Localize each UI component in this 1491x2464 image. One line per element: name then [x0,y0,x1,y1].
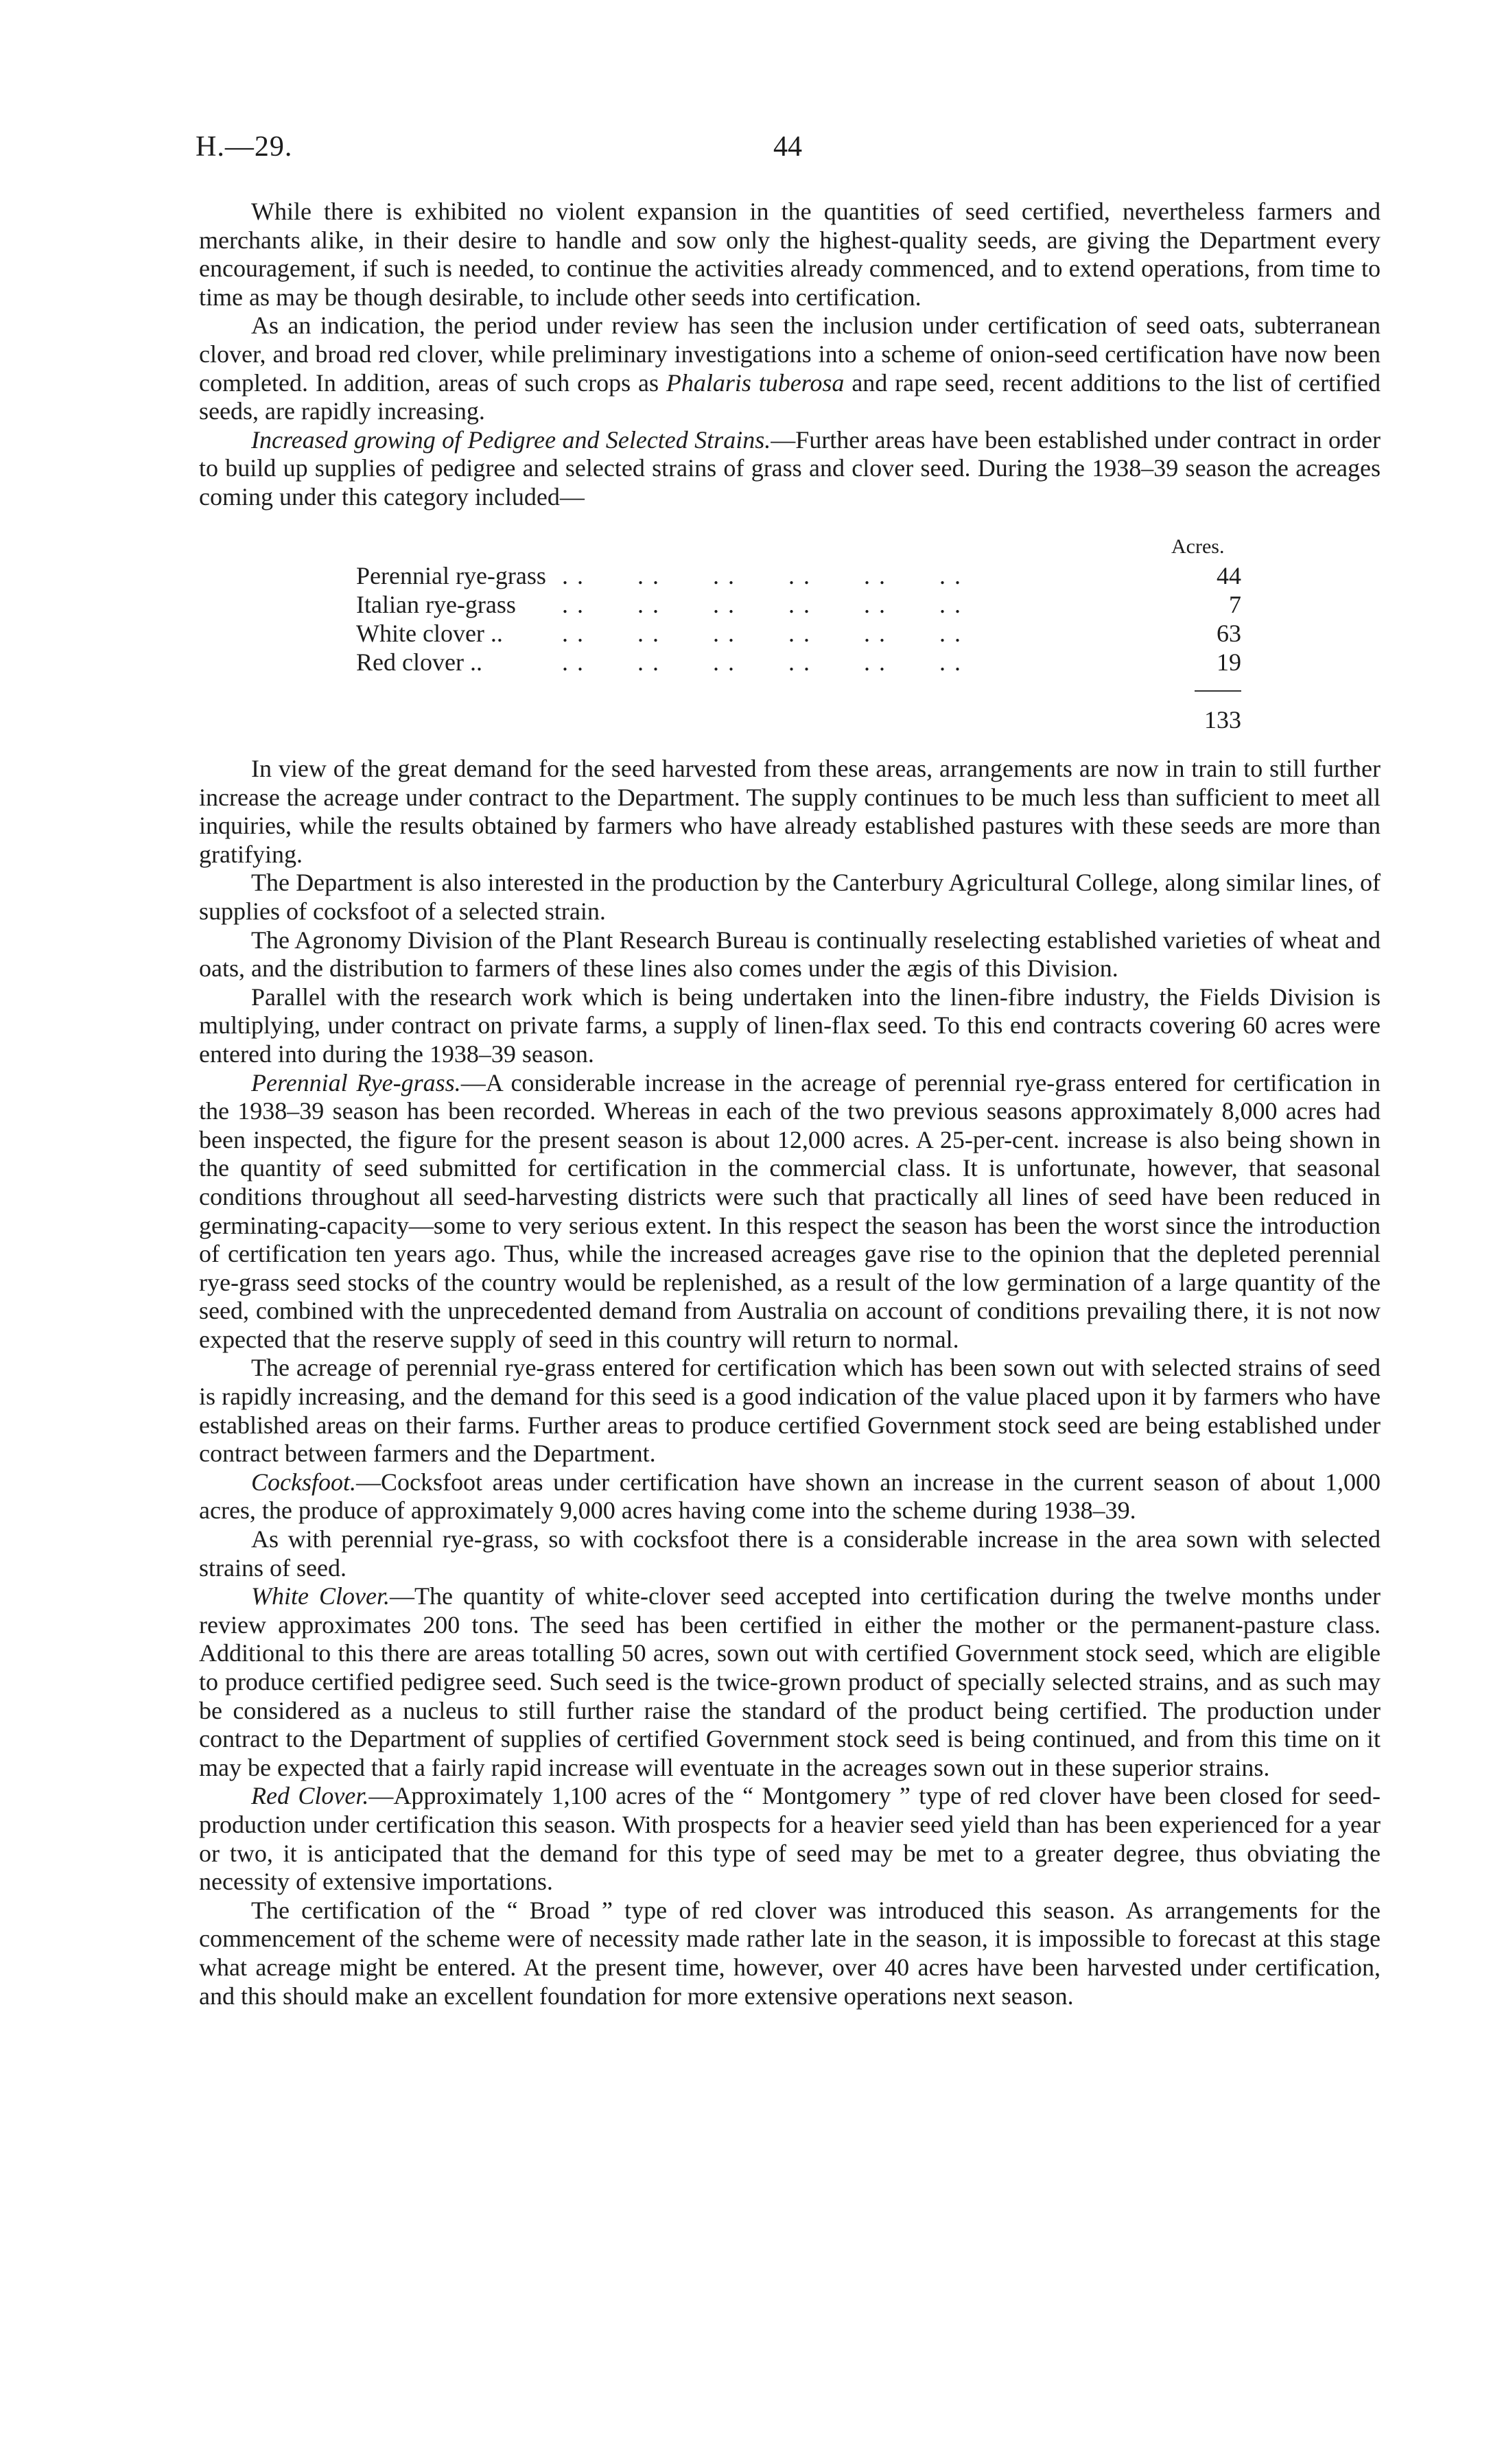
acreage-label: Red clover .. [356,648,482,676]
species-name-italic: Phalaris tuberosa [666,368,845,397]
section-heading-white-clover: White Clover. [251,1582,390,1610]
total-rule [1195,690,1241,692]
paragraph-white-clover-text: —The quantity of white-clover seed accepted into certification during the twelve months under review approximates 200 tons. The seed has been certified in either the mother or the permanent-pasture class. Additional to this there are areas totalling 50 acres, sown out with certified Government stock seed, which are eligible to produce certified pedigree seed. Such seed is the twice-grown product of specially selected strains, and as such may be considered as a nucleus to still further raise the standard of the product being certified. The production under contract to the Department of supplies of certified Government stock seed is being continued, and from this time on it may be expected that a fairly rapid increase will eventuate in the acreages sown out in these superior strains. [199,1582,1381,1781]
paragraph-inclusion [199,312,1381,425]
paragraph-red-clover [199,1782,1381,1896]
paragraph-pedigree [199,426,1381,512]
acreage-column-header: Acres. [1171,535,1225,558]
paragraph-perennial-text: —A considerable increase in the acreage of perennial rye-grass entered for certification in the 1938–39 season has been recorded. Whereas in each of the two previous seasons approximately 8,000 acres had been inspected, the figure for the present season is about 12,000 acres. A 25-per-cent. increase is also being shown in the quantity of seed submitted for certification in the commercial class. It is unfortunate, however, that seasonal conditions throughout all seed-harvesting districts were such that practically all lines of seed have been reduced in germinating-capacity—some to very serious extent. In this respect the season has been the worst since the introduction of certification ten years ago. Thus, while the increased acreages gave rise to the opinion that the depleted perennial rye-grass seed stocks of the country would be replenished, as a result of the low germination of a large quantity of the seed, combined with the unprecedented demand from Australia on account of conditions prevailing there, it is not now expected that the reserve supply of seed in this country will return to normal. [199,1068,1381,1353]
acreage-value: 7 [1229,591,1241,618]
paragraph-inclusion-text-a: As an indication, the period under review has seen the inclusion under certification of seed oats, subterranean clover, and broad red clover, while preliminary investigations into a scheme of onion-seed certification have now been completed. In addition, areas of such crops as [199,312,1381,397]
section-heading-red-clover: Red Clover. [251,1782,369,1810]
paragraph-intro: While there is exhibited no violent expansion in the quantities of seed certified, nevertheless farmers and merchants alike, in their desire to handle and sow only the highest-quality seeds, are giving the Department every encouragement, if such is needed, to continue the activities already commenced, and to extend operations, from time to time as may be though desirable, to include other seeds into certification. [199,198,1381,311]
paragraph-white-clover [199,1582,1381,1782]
paragraph-inclusion-text-b: and rape seed, recent additions to the list of certified seeds, are rapidly increasing. [199,368,1381,425]
document-reference: H.—29. [196,131,293,163]
paragraph-pedigree-text: —Further areas have been established under contract in order to build up supplies of pedigree and selected strains of grass and clover seed. During the 1938–39 season the acreages coming under this category included— [199,425,1381,511]
table-row [356,590,1241,619]
dot-leader: . . . . . . . . . . . . [562,562,962,589]
paragraph-red-clover-text: —Approximately 1,100 acres of the “ Montgomery ” type of red clover have been closed for seed-production under certification this season. With prospects for a heavier seed yield than has been experienced for a year or two, it is anticipated that the demand for this type of seed may be met to a greater degree, thus obviating the necessity of extensive importations. [199,1782,1381,1896]
page-number: 44 [773,131,802,163]
acreage-label: White clover .. [356,620,503,647]
dot-leader: . . . . . . . . . . . . [562,620,962,647]
table-row [356,619,1241,648]
paragraph-cocksfoot-selected: As with perennial rye-grass, so with cocksfoot there is a considerable increase in the area sown with selected strains of seed. [199,1525,1381,1582]
dot-leader: . . . . . . . . . . . . [562,648,962,676]
paragraph-agronomy: The Agronomy Division of the Plant Research Bureau is continually reselecting established varieties of wheat and oats, and the distribution to farmers of these lines also comes under the ægis of this Division. [199,926,1381,983]
paragraph-perennial-selected: The acreage of perennial rye-grass entered for certification which has been sown out with selected strains of seed is rapidly increasing, and the demand for this seed is a good indication of the value placed upon it by farmers who have established areas on their farms. Further areas to produce certified Government stock seed are being established under contract between farmers and the Department. [199,1354,1381,1468]
paragraph-cocksfoot [199,1468,1381,1525]
acreage-value: 44 [1217,562,1241,589]
table-row [356,561,1241,590]
paragraph-canterbury: The Department is also interested in the production by the Canterbury Agricultural College, along similar lines, of supplies of cocksfoot of a selected strain. [199,869,1381,925]
table-row [356,648,1241,677]
paragraph-cocksfoot-text: —Cocksfoot areas under certification have shown an increase in the current season of about 1,000 acres, the produce of approximately 9,000 acres having come into the scheme during 1938–39. [199,1468,1381,1525]
paragraph-broad-red-clover: The certification of the “ Broad ” type of red clover was introduced this season. As arrangements for the commencement of the scheme were of necessity made rather late in the season, it is impossible to forecast at this stage what acreage might be entered. At the present time, however, over 40 acres have been harvested under certification, and this should make an excellent foundation for more extensive operations next season. [199,1896,1381,2010]
dot-leader: . . . . . . . . . . . . [562,591,962,618]
paragraph-linen: Parallel with the research work which is being undertaken into the linen-fibre industry, the Fields Division is multiplying, under contract on private farms, a supply of linen-flax seed. To this end contracts covering 60 acres were entered into during the 1938–39 season. [199,983,1381,1068]
paragraph-perennial [199,1069,1381,1354]
acreage-label: Perennial rye-grass [356,562,546,589]
section-heading-pedigree: Increased growing of Pedigree and Selected Strains. [251,425,771,454]
acreage-label: Italian rye-grass [356,591,516,618]
body-text-top [199,198,1381,512]
section-heading-perennial: Perennial Rye-grass. [251,1068,461,1096]
acreage-value: 19 [1217,648,1241,676]
paragraph-demand: In view of the great demand for the seed harvested from these areas, arrangements are now in train to still further increase the acreage under contract to the Department. The supply continues to be much less than sufficient to meet all inquiries, while the results obtained by farmers who have already established pastures with these seeds are more than gratifying. [199,755,1381,868]
section-heading-cocksfoot: Cocksfoot. [251,1468,356,1496]
body-text-bottom [199,755,1381,2010]
acreage-total: 133 [1204,706,1241,734]
acreage-value: 63 [1217,620,1241,647]
